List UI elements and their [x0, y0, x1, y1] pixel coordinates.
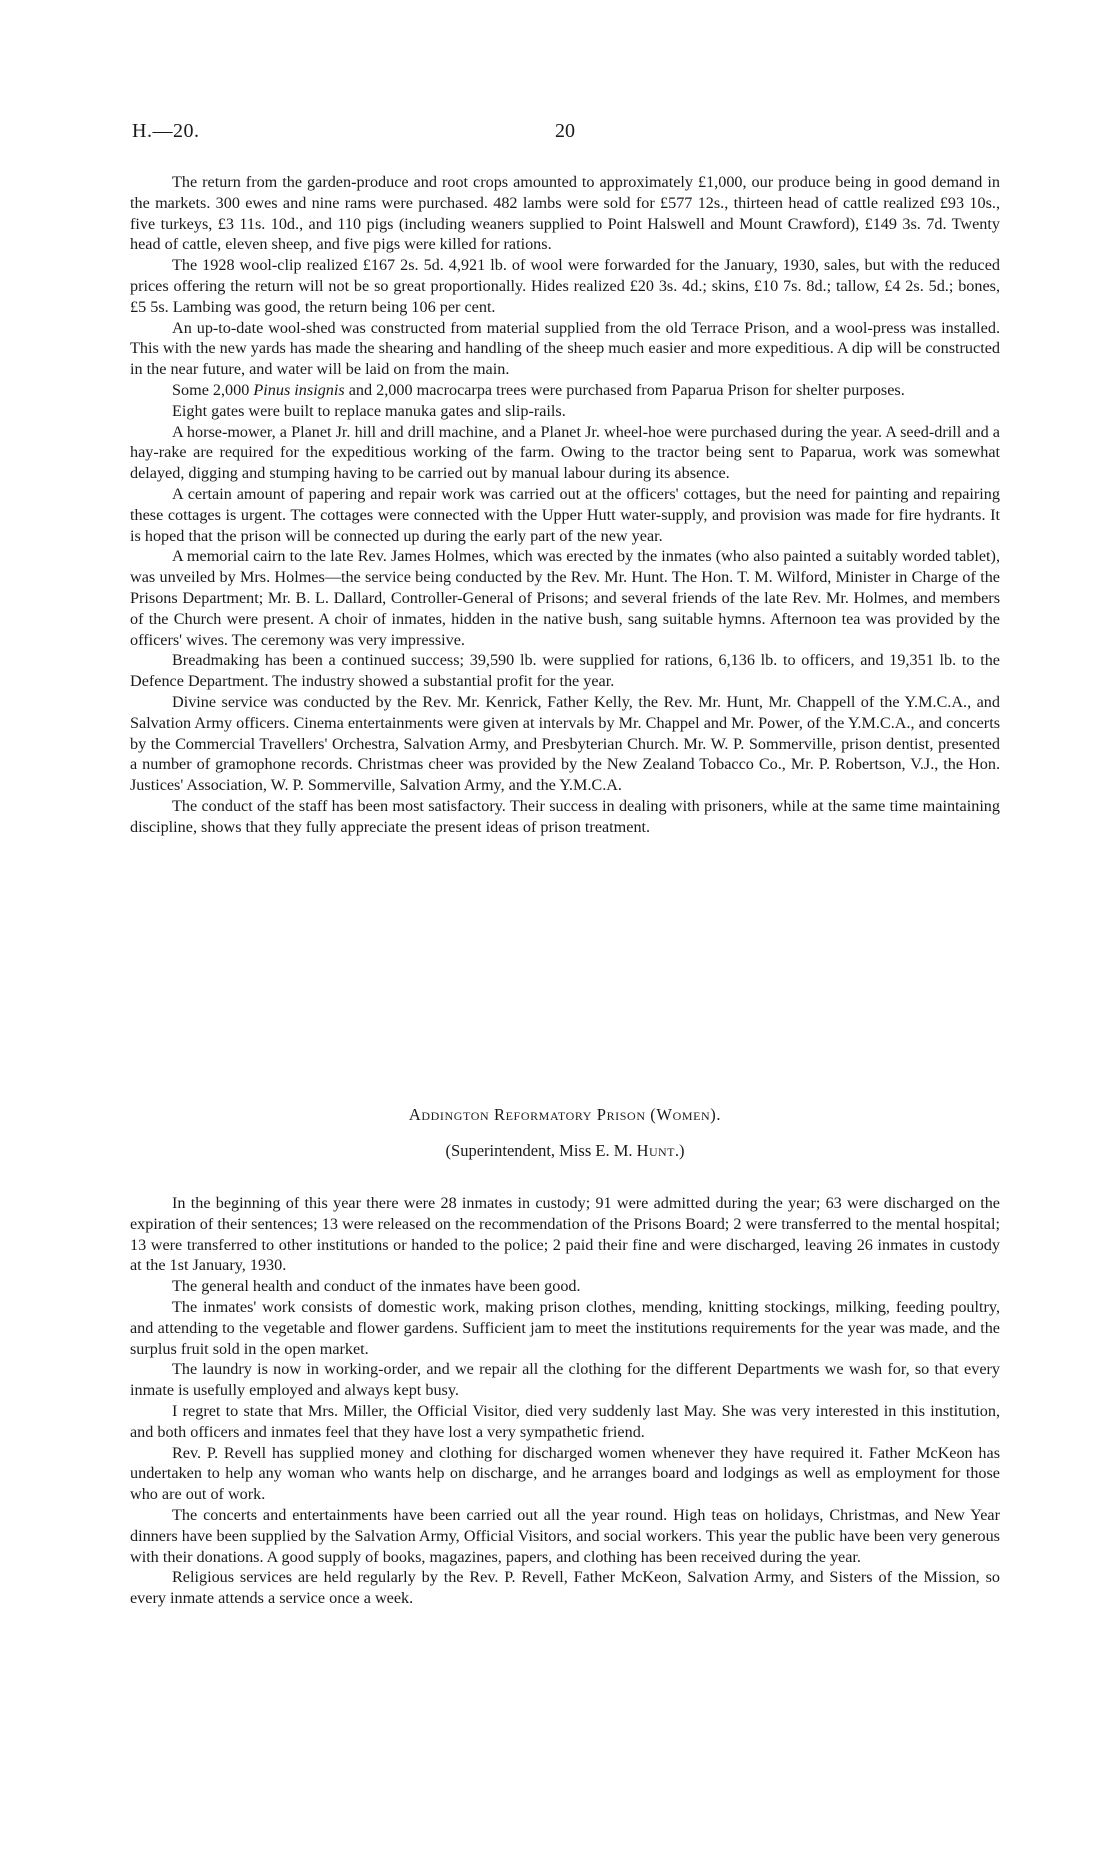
- paragraph-staff-conduct: The conduct of the staff has been most satisfactory. Their success in dealing with prisoners, while at the same time maintaining discipline, shows that they fully appreciate the present ideas of prison treatment.: [130, 796, 1000, 836]
- wi-tako-report-continuation: [130, 172, 1000, 838]
- paragraph-inmates-work: The inmates' work consists of domestic work, making prison clothes, mending, knitting stockings, milking, feeding poultry, and attending to the vegetable and flower gardens. Sufficient jam to meet the institutions requirements for the year was made, and the surplus fruit sold in the open market.: [130, 1297, 1000, 1358]
- paragraph-religious-services: Religious services are held regularly by the Rev. P. Revell, Father McKeon, Salvation Army, and Sisters of the Mission, so every inmate attends a service once a week.: [130, 1568, 1000, 1608]
- section-subtitle: [130, 1141, 1000, 1161]
- paragraph-garden-produce: The return from the garden-produce and root crops amounted to approximately £1,000, our produce being in good demand in the markets. 300 ewes and nine rams were purchased. 482 lambs were sold for £577 12s., thirteen head of cattle realized £93 10s., five turkeys, £3 11s. 10d., and 110 pigs (including weaners supplied to Point Halswell and Mount Crawford), £149 3s. 7d. Twenty head of cattle, eleven sheep, and five pigs were killed for rations.: [130, 173, 1000, 254]
- paragraph-divine-service: Divine service was conducted by the Rev. Mr. Kenrick, Father Kelly, the Rev. Mr. Hunt, Mr. Chappell of the Y.M.C.A., and Salvation Army officers. Cinema entertainments were given at intervals by Mr. Chappel and Mr. Power, of the Y.M.C.A., and concerts by the Commercial Travellers' Orchestra, Salvation Army, and Presbyterian Church. Mr. W. P. Sommerville, prison dentist, presented a number of gramophone records. Christmas cheer was provided by the New Zealand Tobacco Co., Mr. P. Robertson, V.J., the Hon. Justices' Association, W. P. Sommerville, Salvation Army, and the Y.M.C.A.: [130, 692, 1000, 795]
- addington-report: [130, 1193, 1000, 1609]
- paragraph-breadmaking: Breadmaking has been a continued success; 39,590 lb. were supplied for rations, 6,136 lb. to officers, and 19,351 lb. to the Defence Department. The industry showed a substantial profit for the year.: [130, 651, 1000, 691]
- paragraph-wool-clip: The 1928 wool-clip realized £167 2s. 5d. 4,921 lb. of wool were forwarded for the January, 1930, sales, but with the reduced prices offering the return will not be so great proportionally. Hides realized £20 3s. 4d.; skins, £10 7s. 8d.; tallow, £4 2s. 5d.; bones, £5 5s. Lambing was good, the return being 106 per cent.: [130, 256, 1000, 316]
- trees-text-before: Some 2,000: [172, 380, 254, 399]
- paragraph-gates: Eight gates were built to replace manuka gates and slip-rails.: [172, 401, 566, 420]
- paragraph-laundry: The laundry is now in working-order, and we repair all the clothing for the different Departments we wash for, so that every inmate is usefully employed and always kept busy.: [130, 1360, 1000, 1400]
- report-reference: H.—20.: [132, 120, 200, 142]
- paragraph-custody-figures: In the beginning of this year there were 28 inmates in custody; 91 were admitted during the year; 63 were discharged on the expiration of their sentences; 13 were released on the recommendation of the Prisons Board; 2 were transferred to the mental hospital; 13 were transferred to other institutions or handed to the police; 2 paid their fine and were discharged, leaving 26 inmates in custody at the 1st January, 1930.: [130, 1194, 1000, 1275]
- section-title: Addington Reformatory Prison (Women).: [408, 1105, 722, 1124]
- subtitle-prefix: (Superintendent, Miss E. M.: [445, 1141, 637, 1160]
- paragraph-wool-shed: An up-to-date wool-shed was constructed from material supplied from the old Terrace Prison, and a wool-press was installed. This with the new yards has made the shearing and handling of the sheep much easier and more expeditious. A dip will be constructed in the near future, and water will be laid on from the main.: [130, 318, 1000, 379]
- subtitle-suffix: .): [674, 1141, 685, 1160]
- subtitle-name: Hunt: [636, 1141, 675, 1160]
- trees-text-after: and 2,000 macrocarpa trees were purchased from Paparua Prison for shelter purposes.: [344, 380, 905, 399]
- trees-species: Pinus insignis: [253, 380, 345, 399]
- paragraph-trees: [130, 380, 1000, 401]
- paragraph-cottages: A certain amount of papering and repair work was carried out at the officers' cottages, but the need for painting and repairing these cottages is urgent. The cottages were connected with the Upper Hutt water-supply, and provision was made for fire hydrants. It is hoped that the prison will be connected up during the early part of the new year.: [130, 484, 1000, 545]
- page-number: 20: [555, 120, 575, 142]
- paragraph-memorial-cairn: A memorial cairn to the late Rev. James Holmes, which was erected by the inmates (who also painted a suitably worded tablet), was unveiled by Mrs. Holmes—the service being conducted by the Rev. Mr. Hunt. The Hon. T. M. Wilford, Minister in Charge of the Prisons Department; Mr. B. L. Dallard, Controller-General of Prisons; and several friends of the late Rev. Mr. Holmes, and members of the Church were present. A choir of inmates, hidden in the native bush, sang suitable hymns. Afternoon tea was provided by the officers' wives. The ceremony was very impressive.: [130, 547, 1000, 649]
- paragraph-discharged-help: Rev. P. Revell has supplied money and clothing for discharged women whenever they have required it. Father McKeon has undertaken to help any woman who wants help on discharge, and he arranges board and lodgings as well as employment for those who are out of work.: [130, 1443, 1000, 1504]
- paragraph-entertainments: The concerts and entertainments have been carried out all the year round. High teas on holidays, Christmas, and New Year dinners have been supplied by the Salvation Army, Official Visitors, and social workers. This year the public have been very generous with their donations. A good supply of books, magazines, papers, and clothing has been received during the year.: [130, 1505, 1000, 1566]
- paragraph-health: The general health and conduct of the inmates have been good.: [172, 1277, 581, 1296]
- paragraph-official-visitor: I regret to state that Mrs. Miller, the Official Visitor, died very suddenly last May. She was very interested in this institution, and both officers and inmates feel that they have lost a very sympathetic friend.: [130, 1401, 1000, 1441]
- paragraph-machinery: A horse-mower, a Planet Jr. hill and drill machine, and a Planet Jr. wheel-hoe were purchased during the year. A seed-drill and a hay-rake are required for the expeditious working of the farm. Owing to the tractor being sent to Paparua, work was somewhat delayed, digging and stumping having to be carried out by manual labour during its absence.: [130, 422, 1000, 483]
